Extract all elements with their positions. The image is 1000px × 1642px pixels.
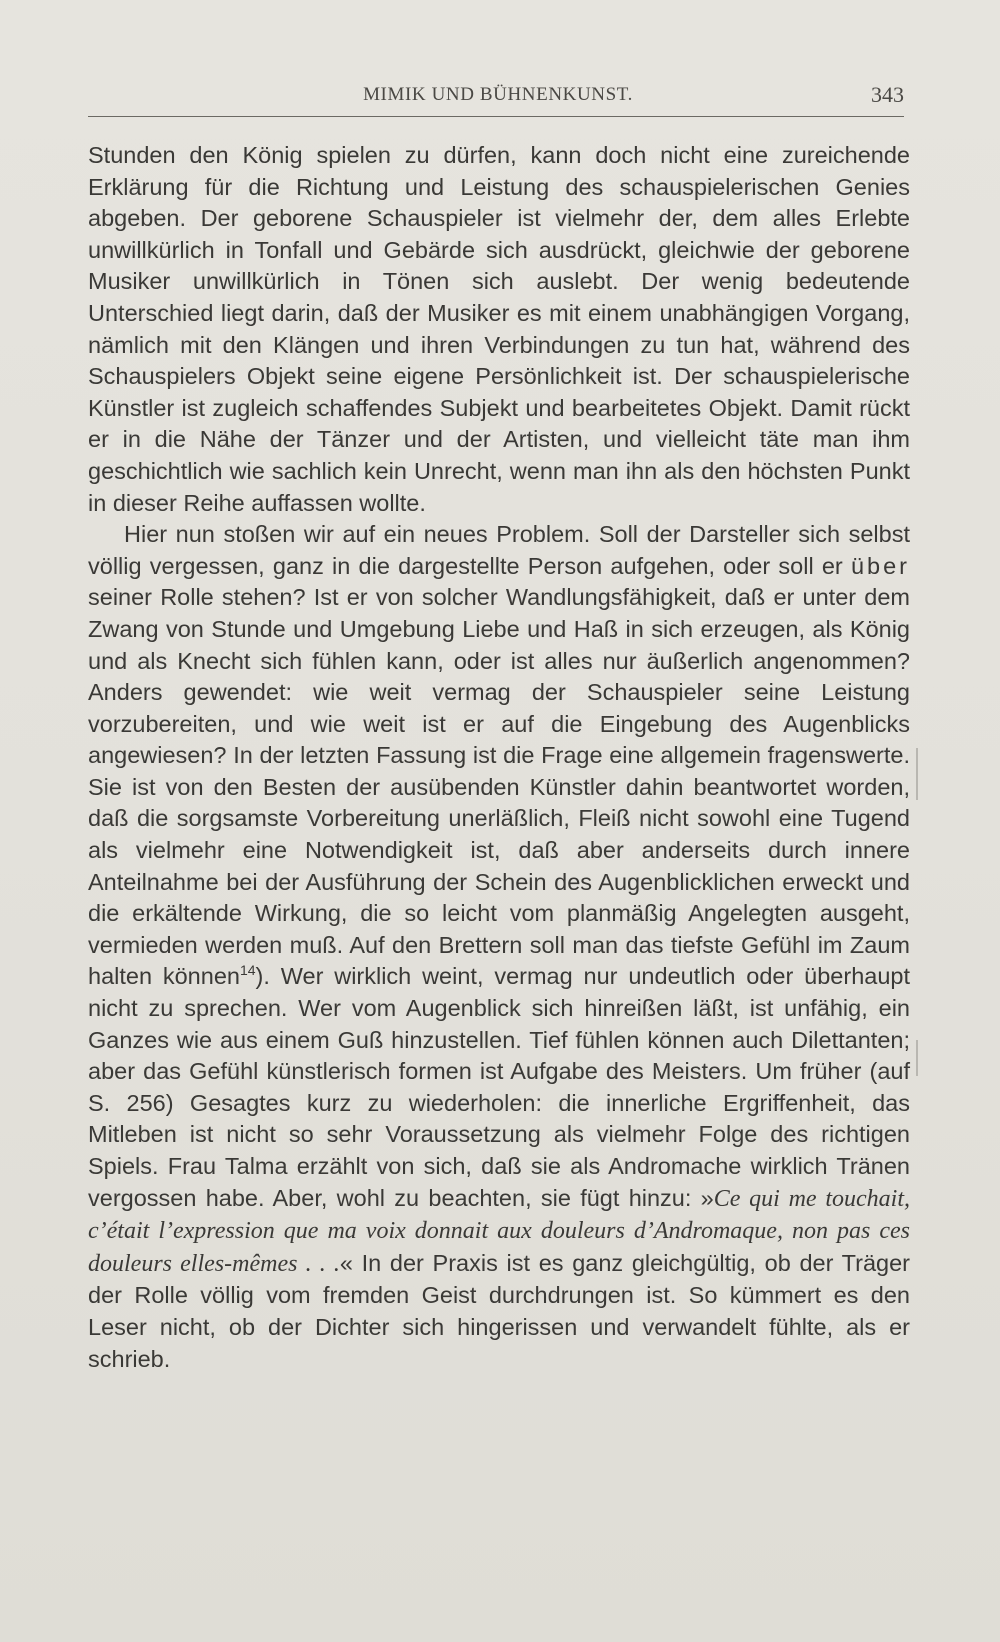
header-rule [88,116,904,117]
paragraph-1-text: Stunden den König spielen zu dürfen, kann doch nicht eine zureichende Erklärung für die Richtung und Leistung des schauspielerischen Genies abgeben. Der geborene Schauspieler ist vielmehr der, dem alles Erlebte unwillkürlich in Tonfall und Gebärde sich ausdrückt, gleichwie der geborene Musiker unwillkürlich in Tönen sich auslebt. Der wenig bedeutende Unterschied liegt darin, daß der Musiker es mit einem unabhängigen Vorgang, nämlich mit den Klängen und ihren Verbindungen zu tun hat, während des Schauspielers Objekt seine eigene Persönlichkeit ist. Der schauspielerische Künstler ist zugleich schaffendes Subjekt und bearbeitetes Objekt. Damit rückt er in die Nähe der Tänzer und der Artisten, und vielleicht täte man ihm geschichtlich wie sachlich kein Unrecht, wenn man ihn als den höchsten Punkt in dieser Reihe auffassen wollte. [88,142,910,516]
page-header [92,82,904,116]
running-title: MIMIK UND BÜHNENKUNST. [363,84,633,105]
footnote-marker: 14 [239,962,256,979]
body-text [88,140,910,1375]
paragraph-2-part-4: « In der Praxis ist es ganz gleichgültig, ob der Träger der Rolle völlig vom fremden Geist durchdrungen ist. So kümmert es den Leser nicht, ob der Dichter sich hingerissen und verwandelt fühlte, als er schrieb. [88,1249,911,1372]
emphasized-word: über [850,552,911,579]
paragraph-2 [88,519,910,1375]
paragraph-2-part-1: Hier nun stoßen wir auf ein neues Problem. Soll der Darsteller sich selbst völlig vergessen, ganz in die dargestellte Person aufgehen, oder soll er [88,521,910,579]
page-number: 343 [871,82,904,107]
paragraph-2-part-2: seiner Rolle stehen? Ist er von solcher Wandlungsfähigkeit, daß er unter dem Zwang von Stunde und Umgebung Liebe und Haß in sich erzeugen, als König und als Knecht sich fühlen kann, oder ist alles nur äußerlich angenommen? Anders gewendet: wie weit vermag der Schauspieler seine Leistung vorzubereiten, und wie weit ist er auf die Eingebung des Augenblicks angewiesen? In der letzten Fassung ist die Frage eine allgemein fragenswerte. Sie ist von den Besten der ausübenden Künstler dahin beantwortet worden, daß die sorgsamste Vorbereitung unerläßlich, Fleiß nicht sowohl eine Tugend als vielmehr eine Notwendigkeit ist, daß aber anderseits durch innere Anteilnahme bei der Ausführung der Schein des Augenblicklichen erweckt und die erkältende Wirkung, die so leicht vom planmäßig Angelegten ausgeht, vermieden werden muß. Auf den Brettern soll man das tiefste Gefühl im Zaum halten können [88,584,910,990]
paragraph-2-part-3: ). Wer wirklich weint, vermag nur undeutlich oder überhaupt nicht zu sprechen. Wer vom Augenblick sich hinreißen läßt, ist unfähig, ein Ganzes wie aus einem Guß hinzustellen. Tief fühlen können auch Dilettanten; aber das Gefühl künstlerisch formen ist Aufgabe des Meisters. Um früher (auf S. 256) Gesagtes kurz zu wiederholen: die innerliche Ergriffenheit, das Mitleben ist nicht so sehr Voraussetzung als vielmehr Folge des richtigen Spiels. Frau Talma erzählt von sich, daß sie als Andromache wirklich Tränen vergossen habe. Aber, wohl zu beachten, sie fügt hinzu: » [88,963,911,1211]
margin-pencil-mark [916,748,918,800]
french-quotation: Ce qui me touchait, c’était l’expression que ma voix donnait aux douleurs d’Andromaque, non pas ces douleurs elles-mêmes . . . [88,1185,911,1277]
paragraph-1 [88,140,910,519]
margin-pencil-mark [916,1040,918,1076]
